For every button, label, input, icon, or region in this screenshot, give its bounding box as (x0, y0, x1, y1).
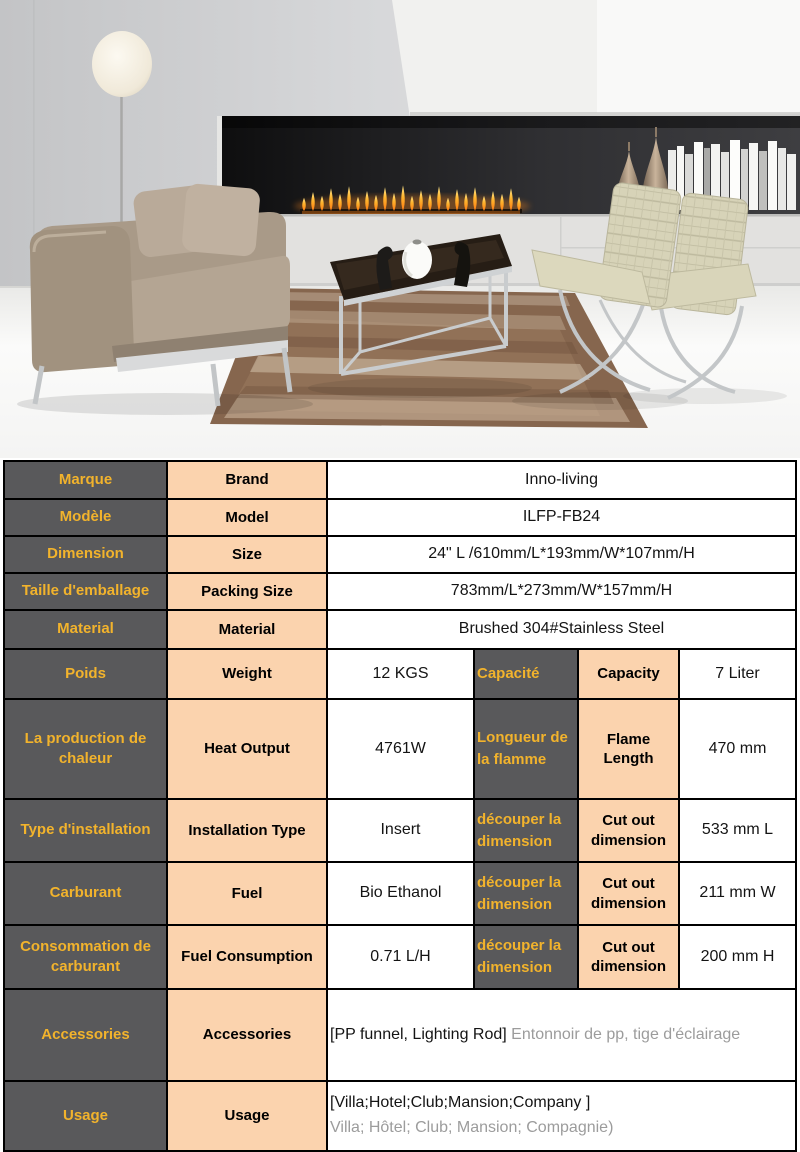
spec-table (3, 460, 797, 1152)
label-fr: Consommation de carburant (4, 925, 167, 989)
label-fr: Accessories (4, 989, 167, 1081)
label-fr: Type d'installation (4, 799, 167, 862)
table-row-weight-capacity (4, 649, 796, 699)
label-en: Installation Type (167, 799, 327, 862)
table-row-packing-size (4, 573, 796, 610)
label-en: Weight (167, 649, 327, 699)
value-cell: Brushed 304#Stainless Steel (327, 610, 796, 649)
value-cell: ILFP-FB24 (327, 499, 796, 536)
value-cell (327, 1081, 796, 1151)
table-row-size (4, 536, 796, 573)
usage-value-fr: Villa; Hôtel; Club; Mansion; Compagnie) (330, 1119, 614, 1136)
value-cell: Bio Ethanol (327, 862, 474, 925)
upper-cabinet-panel (392, 0, 800, 118)
living-room-scene (0, 0, 800, 458)
table-row-material (4, 610, 796, 649)
label-fr: Taille d'emballage (4, 573, 167, 610)
label-fr-2: découper la dimension (474, 925, 578, 989)
label-en-2: Flame Length (578, 699, 679, 799)
label-en-2: Capacity (578, 649, 679, 699)
table-row-brand (4, 461, 796, 499)
label-fr: Marque (4, 461, 167, 499)
label-fr-2: Longueur de la flamme (474, 699, 578, 799)
label-en: Material (167, 610, 327, 649)
usage-value-en: [Villa;Hotel;Club;Mansion;Company ] (330, 1094, 591, 1112)
label-en: Size (167, 536, 327, 573)
label-en: Accessories (167, 989, 327, 1081)
label-en: Usage (167, 1081, 327, 1151)
sofa-pillow (181, 183, 261, 257)
value-cell: Inno-living (327, 461, 796, 499)
value-cell: 783mm/L*273mm/W*157mm/H (327, 573, 796, 610)
label-en: Heat Output (167, 699, 327, 799)
label-en-2: Cut out dimension (578, 862, 679, 925)
label-fr-2: découper la dimension (474, 799, 578, 862)
label-fr: Usage (4, 1081, 167, 1151)
value-cell: 24" L /610mm/L*193mm/W*107mm/H (327, 536, 796, 573)
accessories-value-en: [PP funnel, Lighting Rod] (330, 1025, 507, 1043)
label-en: Brand (167, 461, 327, 499)
label-en-2: Cut out dimension (578, 925, 679, 989)
value-cell-2: 470 mm (679, 699, 796, 799)
label-en: Fuel (167, 862, 327, 925)
label-fr-2: découper la dimension (474, 862, 578, 925)
table-row-fuel-cutout (4, 862, 796, 925)
value-cell-2: 200 mm H (679, 925, 796, 989)
table-row-consumption-cutout (4, 925, 796, 989)
label-en: Model (167, 499, 327, 536)
label-en: Fuel Consumption (167, 925, 327, 989)
value-cell: Insert (327, 799, 474, 862)
label-en: Packing Size (167, 573, 327, 610)
value-cell: 4761W (327, 699, 474, 799)
table-row-installation-cutout (4, 799, 796, 862)
label-fr: Poids (4, 649, 167, 699)
label-fr: Modèle (4, 499, 167, 536)
accessories-value-fr: Entonnoir de pp, tige d'éclairage (511, 1025, 741, 1043)
label-en-2: Cut out dimension (578, 799, 679, 862)
label-fr: Dimension (4, 536, 167, 573)
value-cell-2: 533 mm L (679, 799, 796, 862)
table-row-model (4, 499, 796, 536)
table-row-accessories (4, 989, 796, 1081)
label-fr: Carburant (4, 862, 167, 925)
value-cell-2: 7 Liter (679, 649, 796, 699)
label-fr-2: Capacité (474, 649, 578, 699)
value-cell (327, 989, 796, 1081)
table-row-heat-output-flame-length (4, 699, 796, 799)
living-room-photo (0, 0, 800, 458)
label-fr: La production de chaleur (4, 699, 167, 799)
value-cell-2: 211 mm W (679, 862, 796, 925)
value-cell: 0.71 L/H (327, 925, 474, 989)
value-cell: 12 KGS (327, 649, 474, 699)
label-fr: Material (4, 610, 167, 649)
table-row-usage (4, 1081, 796, 1151)
